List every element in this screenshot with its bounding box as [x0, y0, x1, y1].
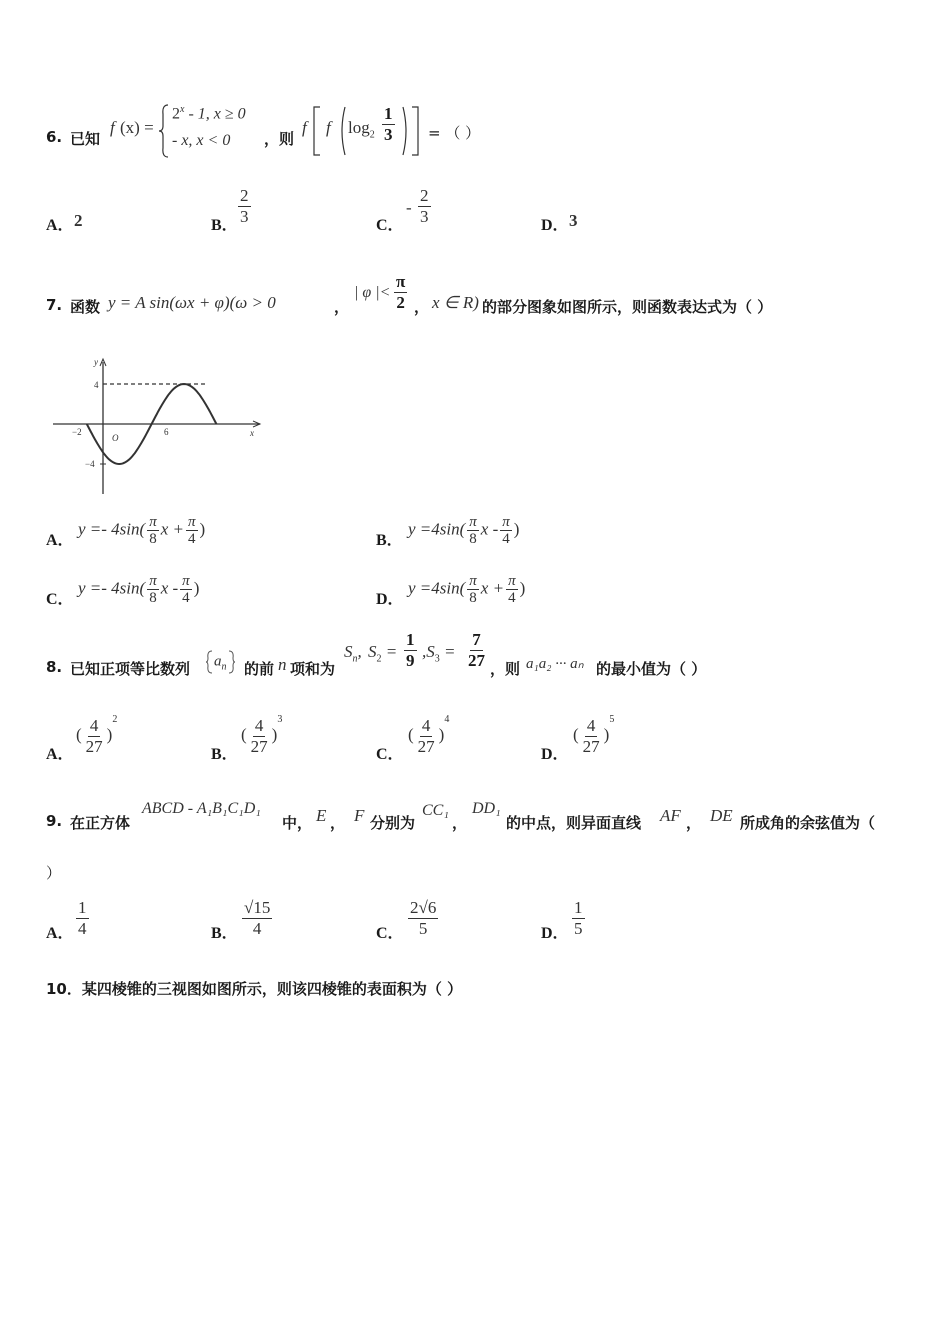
q7-option-d-label: D． — [376, 591, 404, 608]
q8-option-b-label: B． — [211, 746, 238, 763]
q7-cond-x: x ∈ R) — [432, 293, 479, 312]
q8-option-c-expr: ( $\frac{4}{27}$ )$^4$ — [408, 714, 450, 756]
q8-option-a-num: 4 — [89, 715, 99, 735]
q8-s3: $,S_3$ = — [422, 642, 456, 665]
q7-option-d-a-den: 8 — [469, 590, 477, 606]
q7-option-c-mid: x - — [160, 578, 179, 598]
q6-option-d-value: 3 — [569, 211, 578, 230]
q7-option-b-expr — [408, 514, 519, 547]
q9-option-d-num: 1 — [574, 898, 583, 917]
q7-graph — [50, 354, 265, 500]
q9-option-a-den: 4 — [78, 919, 87, 938]
q8-seq: $a_n$ — [206, 650, 235, 674]
q6-option-c-num: 2 — [420, 186, 429, 205]
q7-option-a-expr — [78, 514, 205, 547]
q7-tail: 的部分图象如图所示，则函数表达式为（ ） — [482, 298, 773, 316]
q9-cube: ABCD - A₁B₁C₁D₁ — [142, 800, 261, 817]
q9-af: AF — [660, 806, 681, 825]
q7-y-label: y — [94, 357, 98, 367]
q6-option-a-value: 2 — [74, 211, 83, 230]
q7-y-axis-line — [100, 359, 106, 494]
q8-seq-brace-left — [206, 650, 214, 674]
q9-cc1: CC₁ — [422, 802, 449, 819]
q8-eq1-num: 1 — [406, 630, 415, 649]
q8-option-b-exp: 3 — [277, 714, 283, 725]
q9-option-b-frac — [240, 898, 274, 939]
q8-eq2-num: 7 — [472, 630, 481, 649]
q7-x-label: x — [250, 428, 254, 438]
q8-option-d-exp: 5 — [609, 714, 615, 725]
q6-log: $\log_2$ — [348, 118, 375, 141]
q8-eq1-den: 9 — [406, 651, 415, 670]
q7-x-axis-line — [53, 421, 260, 427]
q6-option-a-label: A． — [46, 217, 74, 234]
q8-eq2-den: 27 — [468, 651, 485, 670]
q6-option-b-den: 3 — [240, 207, 249, 226]
q8-option-a-label: A． — [46, 746, 74, 763]
q7-option-c-label: C． — [46, 591, 74, 608]
q7-tick-x-neg: −2 — [72, 427, 82, 437]
question-10 — [46, 978, 462, 999]
q6-option-b-label: B． — [211, 217, 238, 234]
q6-tail: = （ ） — [428, 124, 481, 142]
q9-option-b-label: B． — [211, 925, 238, 942]
q8-eq2-frac — [464, 630, 489, 671]
q7-option-a-b-num: π — [187, 514, 196, 530]
q7-option-c-end: ) — [193, 578, 200, 598]
q9-option-a-num: 1 — [78, 898, 87, 917]
q6-fx-paren: (x) = — [120, 118, 154, 137]
q7-option-d-b-num: π — [508, 573, 516, 589]
q9-option-c-num: 2√6 — [410, 898, 437, 917]
q7-option-b-prefix: y =4sin( — [408, 519, 466, 539]
q8-eq1-frac — [402, 630, 419, 671]
q8-option-d-expr: ( $\frac{4}{27}$ )$^5$ — [573, 714, 615, 756]
q6-lead: 已知 — [70, 130, 101, 148]
q9-lead: 在正方体 — [70, 814, 131, 832]
q8-option-a-den: 27 — [85, 736, 103, 756]
q9-option-c-label: C． — [376, 925, 404, 942]
q6-frac — [380, 104, 397, 145]
q6-paren-left — [338, 106, 346, 156]
q8-option-d-label: D． — [541, 746, 569, 763]
q8-option-c-exp: 4 — [444, 714, 450, 725]
q6-piece-top: 2$^x$ - 1, x ≥ 0 — [172, 104, 246, 123]
q7-comma-1: ， — [334, 298, 350, 316]
q6-piece-bottom: - x, x < 0 — [172, 132, 231, 149]
q6-option-c-label: C． — [376, 217, 404, 234]
q7-option-b-b-num: π — [502, 514, 510, 530]
q6-f-inner: f — [326, 118, 331, 137]
q9-mid2: 分别为 — [370, 814, 416, 832]
q6-paren-right — [402, 106, 410, 156]
q8-option-c-num: 4 — [421, 715, 431, 735]
q9-tail: 所成角的余弦值为（ — [740, 814, 876, 832]
q6-brace — [158, 104, 170, 158]
q8-product: a₁a₂ ··· aₙ — [526, 656, 584, 672]
q10-number: 10． — [46, 980, 82, 998]
q9-option-a-frac — [74, 898, 91, 939]
q7-option-b-end: ) — [513, 519, 520, 539]
q8-lead: 已知正项等比数列 — [70, 660, 191, 678]
q7-option-c-prefix: y =- 4sin( — [78, 578, 146, 598]
q9-option-b-num: √15 — [244, 898, 271, 917]
q8-number: 8. — [46, 658, 63, 676]
q8-option-c-den: 27 — [417, 736, 435, 756]
q8-tail: 的最小值为（ ） — [596, 660, 707, 678]
q7-option-c-b-den: 4 — [182, 590, 190, 606]
q10-text: 某四棱锥的三视图如图所示，则该四棱锥的表面积为（ ） — [81, 980, 463, 998]
q9-comma-3: ， — [686, 814, 702, 832]
q8-mid1: 的前 — [244, 660, 275, 678]
q8-option-a-exp: 2 — [112, 714, 118, 725]
q7-option-d-b-den: 4 — [508, 590, 516, 606]
q7-option-a-a-num: π — [149, 514, 157, 530]
q8-option-b-num: 4 — [254, 715, 264, 735]
q6-frac-den: 3 — [384, 125, 393, 144]
q7-option-c-a-den: 8 — [149, 590, 157, 606]
q7-tick-y-neg: −4 — [85, 459, 95, 469]
q7-option-d-end: ) — [519, 578, 526, 598]
q8-n: n — [278, 655, 287, 674]
q7-option-d-a-num: π — [469, 573, 477, 589]
q8-s2: $S_2$ = — [368, 642, 398, 665]
q7-option-a-mid: x + — [160, 519, 184, 539]
q8-option-c-label: C． — [376, 746, 404, 763]
q7-lead: 函数 — [70, 298, 101, 316]
q8-mid2: 项和为 — [290, 660, 336, 678]
q8-option-a-expr: ( $\frac{4}{27}$ )$^2$ — [76, 714, 118, 756]
q7-option-b-a-num: π — [469, 514, 477, 530]
question-6 — [46, 100, 926, 162]
q6-f-outer: f — [302, 118, 307, 137]
q8-seq-brace-right — [227, 650, 235, 674]
q7-option-a-end: ) — [199, 519, 206, 539]
q7-formula: y = A sin(ωx + φ)(ω > 0 — [108, 293, 276, 312]
q7-number: 7. — [46, 296, 63, 314]
q9-option-c-frac — [406, 898, 440, 939]
q6-option-b-num: 2 — [240, 186, 249, 205]
q9-comma-1: ， — [330, 814, 346, 832]
q7-option-a-prefix: y =- 4sin( — [78, 519, 146, 539]
q6-option-d-label: D． — [541, 217, 569, 234]
q7-comma-2: ， — [414, 298, 430, 316]
q7-option-c-b-num: π — [182, 573, 190, 589]
q8-option-d-den: 27 — [582, 736, 600, 756]
q9-f: F — [354, 806, 365, 825]
q8-option-b-den: 27 — [250, 736, 268, 756]
question-7 — [46, 272, 926, 322]
q7-cond-frac — [392, 272, 409, 313]
q7-cond-abs: | φ |< — [354, 284, 391, 301]
q9-mid3: 的中点，则异面直线 — [506, 814, 642, 832]
q7-option-b-b-den: 4 — [502, 531, 510, 547]
q7-cond-den: 2 — [396, 293, 405, 312]
q6-option-c-sign: - — [406, 198, 412, 217]
q9-option-b-den: 4 — [252, 919, 262, 938]
q7-cond-num: π — [396, 272, 406, 291]
q6-bracket-right — [410, 106, 420, 156]
q7-option-b-a-den: 8 — [469, 531, 477, 547]
q9-tail2: ） — [46, 864, 62, 882]
q9-option-d-frac — [570, 898, 587, 939]
q9-e: E — [316, 806, 327, 825]
q7-option-a-label: A． — [46, 532, 74, 549]
q6-bracket-left — [312, 106, 322, 156]
q6-option-c-den: 3 — [420, 207, 429, 226]
q7-option-c-a-num: π — [149, 573, 157, 589]
q7-option-b-mid: x - — [480, 519, 499, 539]
q7-option-d-mid: x + — [480, 578, 505, 598]
q6-comma-then: ，则 — [264, 130, 295, 148]
q9-option-d-den: 5 — [574, 919, 583, 938]
q8-sn: $S_n$, — [344, 642, 362, 665]
q7-option-d-expr — [408, 573, 525, 606]
q9-number: 9. — [46, 812, 63, 830]
q9-comma-2: ， — [452, 814, 468, 832]
q8-then: ，则 — [490, 660, 521, 678]
q7-tick-y-pos: 4 — [94, 380, 99, 390]
q7-origin-label: O — [112, 433, 119, 443]
q8-option-d-num: 4 — [586, 715, 596, 735]
q7-option-d-prefix: y =4sin( — [408, 578, 466, 598]
q7-option-a-b-den: 4 — [187, 531, 196, 547]
q6-fx: f — [110, 118, 115, 137]
question-9 — [46, 796, 926, 836]
q7-option-c-expr — [78, 573, 199, 606]
q7-tick-x-pos: 6 — [164, 427, 169, 437]
q6-option-b-frac — [236, 186, 253, 227]
q9-mid: 中， — [282, 814, 313, 832]
q9-option-d-label: D． — [541, 925, 569, 942]
q9-option-c-den: 5 — [418, 919, 428, 938]
q9-option-a-label: A． — [46, 925, 74, 942]
q6-number: 6. — [46, 128, 63, 146]
q6-frac-num: 1 — [384, 104, 393, 123]
q6-option-c-frac — [416, 186, 433, 227]
q7-option-b-label: B． — [376, 532, 403, 549]
question-8 — [46, 630, 926, 680]
q9-de: DE — [710, 806, 733, 825]
q8-option-b-expr: ( $\frac{4}{27}$ )$^3$ — [241, 714, 283, 756]
q9-dd1: DD₁ — [472, 800, 501, 817]
q7-option-a-a-den: 8 — [149, 531, 157, 547]
